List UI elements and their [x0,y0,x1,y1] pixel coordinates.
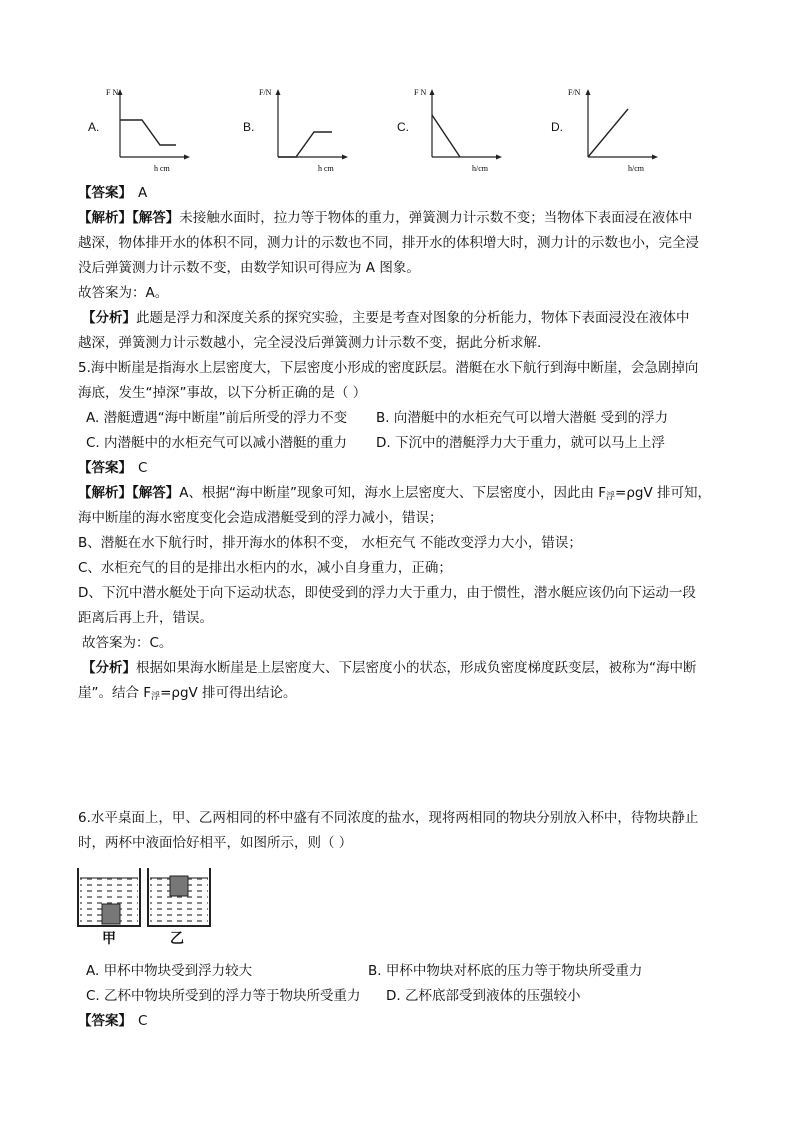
q5-analysis-line-2: 海中断崖的海水密度变化会造成潜艇受到的浮力减小，错误； [78,510,443,526]
graph-a-ylabel: F N [106,88,119,97]
answer-value: C [138,1013,148,1029]
note-text: 此题是浮力和深度关系的探究实验，主要是考查对图象的分析能力，物体下表面浸没在液体中 [136,310,690,326]
note-text: 根据如果海水断崖是上层密度大、下层密度小的状态，形成负密度梯度跃变层，被称为“海中断 [136,660,697,676]
answer-value: A [138,185,148,201]
analysis-label: 【解析】【解答】 [78,485,180,501]
q4-analysis-line-2: 越深，物体排开水的体积不同，测力计的示数也不同，排开水的体积增大时，测力计的示数也小，完全浸 [78,235,699,251]
q4-answer [78,184,147,202]
q5-analysis-line-5: D、下沉中潜水艇处于向下运动状态，即使受到的浮力大于重力，由于惯性，潜水艇应该仍向下运动一段 [78,585,696,601]
analysis-label: 【解析】【解答】 [78,210,180,226]
graph-a [104,85,194,175]
q5-analysis-line-6: 距离后再上升，错误。 [78,610,213,626]
q6-answer [78,1012,147,1030]
analysis-text: 未接触水面时，拉力等于物体的重力，弹簧测力计示数不变；当物体下表面浸在液体中 [179,210,693,226]
note-text: =ρgV 排可得出结论。 [160,685,297,701]
analysis-text: A、根据“海中断崖”现象可知，海水上层密度大、下层密度小，因此由 F [179,485,607,501]
graph-a-curve [120,120,176,145]
answer-label: 【答案】 [78,1013,132,1029]
answer-label: 【答案】 [78,460,132,476]
q5-stem-line-1: 5.海中断崖是指海水上层密度大，下层密度小形成的密度跃层。潜艇在水下航行到海中断崖，会急剧掉向 [78,360,699,376]
block-jia [102,904,120,924]
q5-stem-line-2: 海底，发生“掉深”事故，以下分析正确的是（ ） [78,385,367,401]
q4-analysis-line-3: 没后弹簧测力计示数不变，由数学知识可得应为 A 图象。 [78,260,420,276]
subscript: 浮 [151,692,161,702]
q6-option-c: C. 乙杯中物块所受到的浮力等于物块所受重力 [86,988,361,1004]
cup-label-jia: 甲 [102,931,116,947]
q6-stem-line-1: 6.水平桌面上，甲、乙两相同的杯中盛有不同浓度的盐水，现将两相同的物块分别放入杯中，待物块静止 [78,810,699,826]
answer-value: C [138,460,148,476]
q5-answer [78,459,147,477]
graph-b-ylabel: F/N [259,88,272,97]
q5-option-a: A. 潜艇遭遇“海中断崖”前后所受的浮力不变 [86,410,348,426]
graph-c [416,85,506,175]
subscript: 浮 [606,492,616,502]
graph-c-curve [432,115,460,157]
graph-d-ylabel: F/N [568,88,581,97]
graph-d-letter: D. [551,120,563,134]
q6-option-d: D. 乙杯底部受到液体的压强较小 [386,988,581,1004]
graph-b-letter: B. [243,120,255,134]
note-label: 【分析】 [82,310,136,326]
answer-label: 【答案】 [78,185,132,201]
graph-c-letter: C. [397,120,409,134]
graph-a-letter: A. [88,120,100,134]
q4-so-answer: 故答案为：A。 [78,285,169,301]
q6-option-a: A. 甲杯中物块受到浮力较大 [86,963,253,979]
cups-figure [76,864,226,946]
cup-label-yi: 乙 [170,931,184,947]
q5-analysis-line-3: B、潜艇在水下航行时，排开海水的体积不变， 水柜充气 不能改变浮力大小，错误； [78,535,582,551]
q5-analysis-line-1 [78,484,711,506]
q4-analysis-line-1 [78,209,692,227]
cup-jia [78,868,140,926]
cup-yi [148,868,210,926]
q5-option-d: D. 下沉中的潜艇浮力大于重力，就可以马上上浮 [376,435,665,451]
graph-d [568,85,662,175]
q5-option-b: B. 向潜艇中的水柜充气可以增大潜艇 受到的浮力 [376,410,669,426]
q5-analysis-line-4: C、水柜充气的目的是排出水柜内的水，减小自身重力，正确； [78,560,452,576]
graph-d-curve [588,109,628,157]
q5-so-answer: 故答案为：C。 [82,635,173,651]
note-text: 崖”。结合 F [78,685,152,701]
q5-note-line-2 [78,684,297,706]
graph-b [259,85,352,175]
graph-b-curve [278,132,332,157]
q5-note-line-1 [82,659,697,677]
q4-note-line-2: 越深，弹簧测力计示数越小，完全浸没后弹簧测力计示数不变，据此分析求解. [78,335,542,351]
graph-d-xlabel: h/cm [628,164,644,173]
q6-stem-line-2: 时，两杯中液面恰好相平，如图所示，则（ ） [78,835,353,851]
block-yi [170,876,188,896]
q5-option-c: C. 内潜艇中的水柜充气可以减小潜艇的重力 [86,435,348,451]
graph-b-xlabel: h cm [318,164,334,173]
analysis-text: =ρgV 排可知， [615,485,712,501]
note-label: 【分析】 [82,660,136,676]
graph-c-xlabel: h/cm [472,164,488,173]
graph-a-xlabel: h cm [154,164,170,173]
q4-note-line-1 [82,309,690,327]
graph-c-ylabel: F N [414,88,427,97]
q6-option-b: B. 甲杯中物块对杯底的压力等于物块所受重力 [368,963,643,979]
